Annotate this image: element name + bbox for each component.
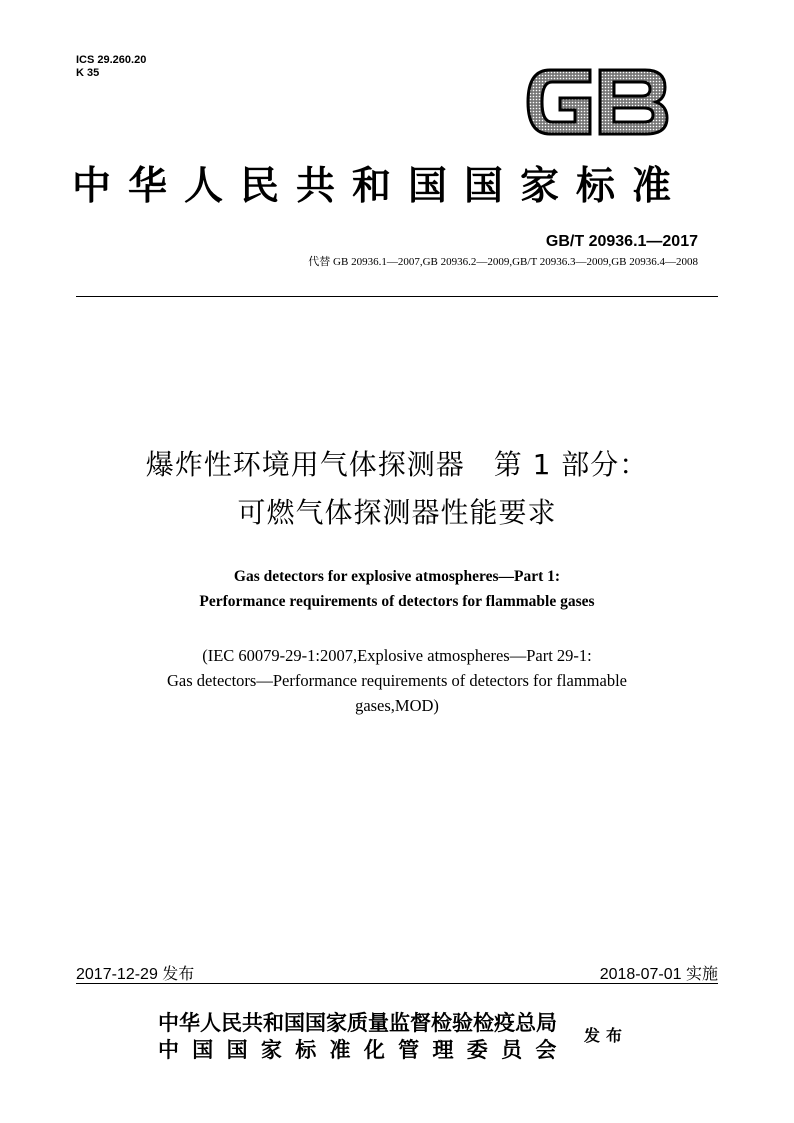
footer-divider <box>76 983 718 984</box>
issue-date: 2017-12-29 发布 <box>76 966 195 983</box>
iec-ref-line3: gases,MOD) <box>355 696 439 715</box>
ccs-code: K 35 <box>76 67 100 79</box>
header-divider <box>76 296 718 297</box>
title-cn-line1: 爆炸性环境用气体探测器 第 1 部分： <box>145 448 649 481</box>
issue-label: 发布 <box>584 1026 629 1045</box>
title-cn-line2: 可燃气体探测器性能要求 <box>237 496 557 529</box>
gb-logo <box>520 62 670 142</box>
iec-ref-line2: Gas detectors—Performance requirements of detectors for flammable <box>167 671 627 690</box>
iec-ref-line1: (IEC 60079-29-1:2007,Explosive atmospheres—Part 29-1: <box>202 646 592 665</box>
classification-codes <box>76 54 146 80</box>
title-en-line1: Gas detectors for explosive atmospheres—Part 1: <box>233 568 561 585</box>
issuer-line1: 中华人民共和国国家质量监督检验检疫总局 <box>158 1011 557 1035</box>
issuer-line2: 中 国 国 家 标 准 化 管 理 委 员 会 <box>158 1038 560 1062</box>
title-en-line2: Performance requirements of detectors for flammable gases <box>199 593 595 610</box>
ics-code: ICS 29.260.20 <box>76 54 147 66</box>
effective-date: 2018-07-01 实施 <box>599 966 718 983</box>
standard-number: GB/T 20936.1—2017 <box>545 233 698 250</box>
replaces-line: 代替 GB 20936.1—2007,GB 20936.2—2009,GB/T 20936.3—2009,GB 20936.4—2008 <box>308 256 698 268</box>
national-standard-title: 中华人民共和国国家标准 <box>72 164 689 209</box>
